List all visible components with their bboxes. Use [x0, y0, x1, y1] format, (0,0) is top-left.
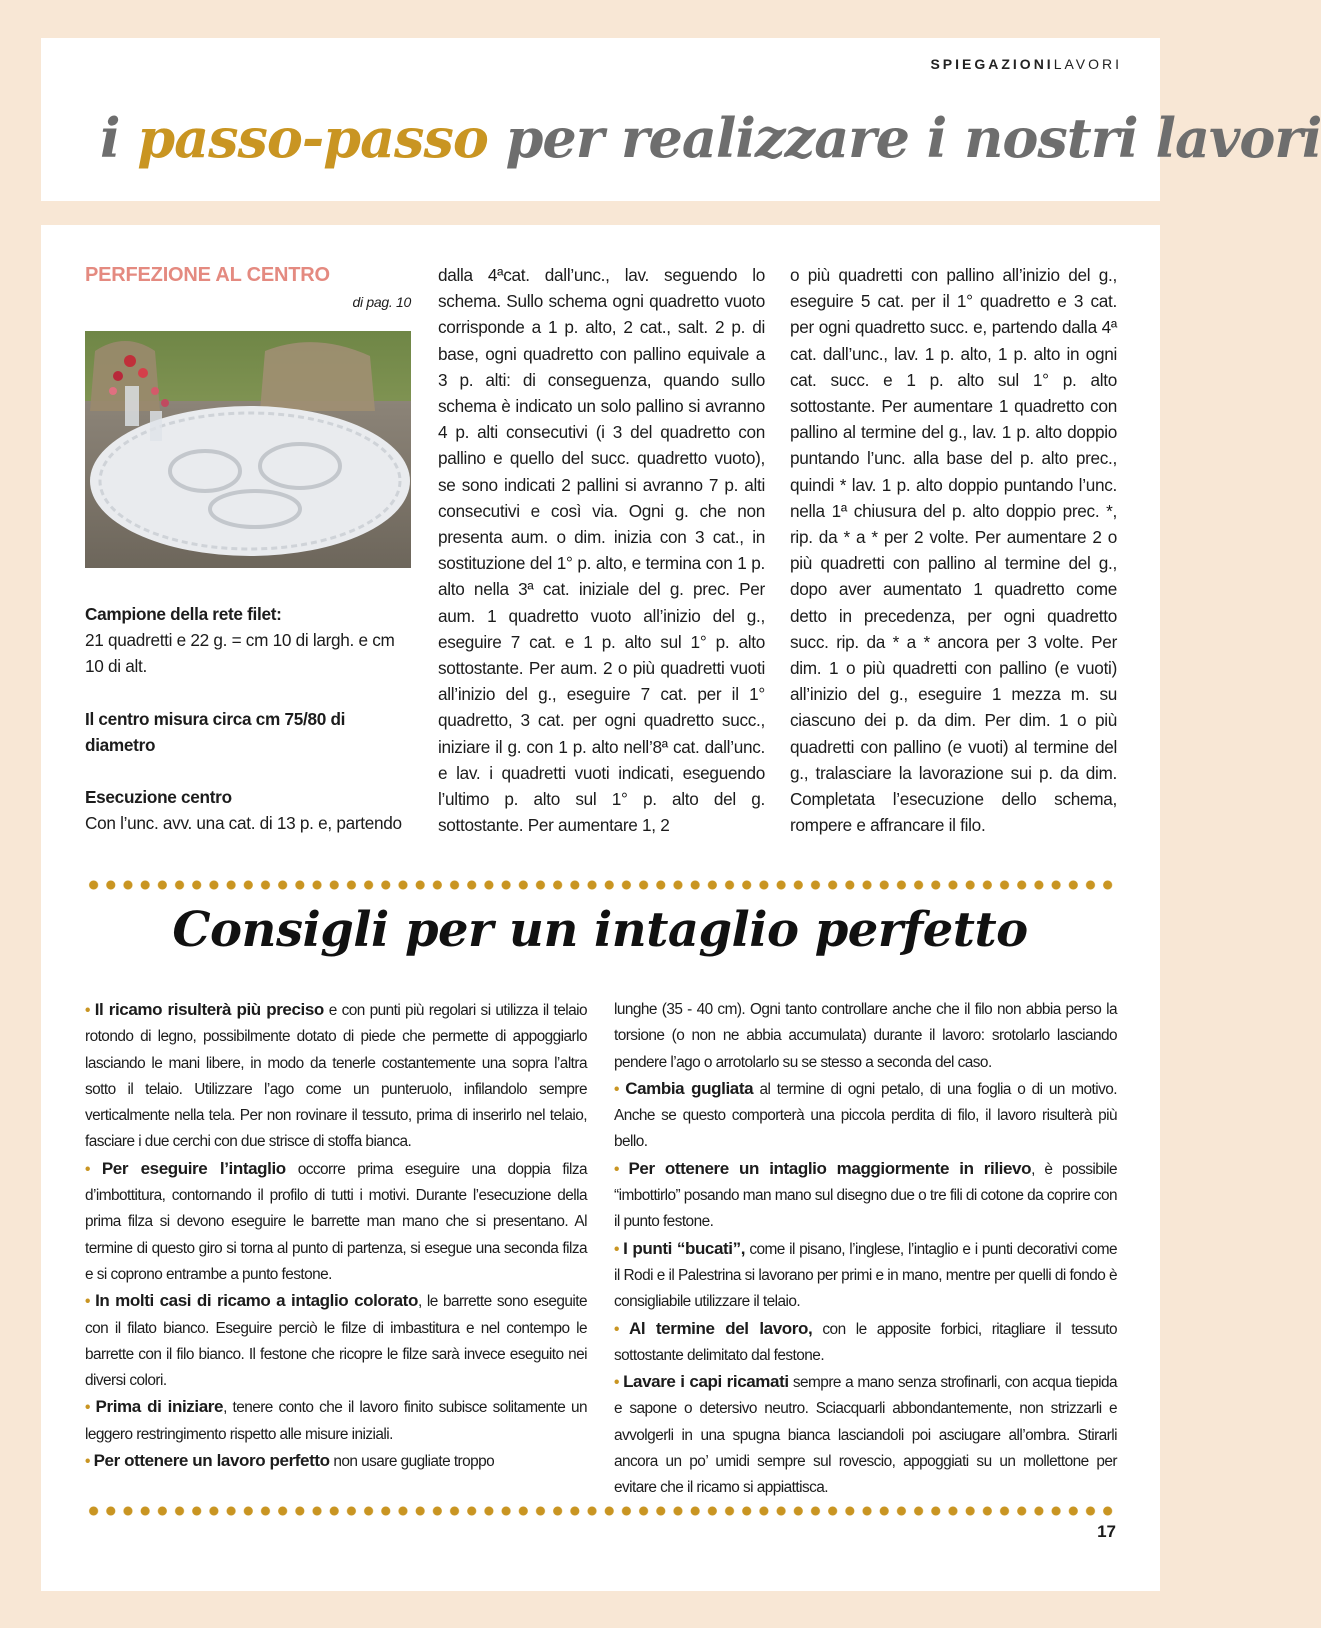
tip-item: • Lavare i capi ricamati sempre a mano senza strofinarli, con acqua tiepida e sapone o detersivo neutro. Sciacquarli abbondantemente, non strizzarli e avvolgerli in una spugna bianca lasciandoli poi asciugare all’ombra. Stirarli ancora un po’ umidi sempre sul rovescio, appoggiati su un mollettone per evitare che il ricamo si appiattisca.	[614, 1372, 1117, 1497]
tip-item: • Il ricamo risulterà più preciso e con punti più regolari si utilizza il telaio rotondo di legno, possibilmente dotato di piede che permette di appoggiarlo lasciando le mani libere, in modo da tenerle costantemente una sopra l’altra sotto il telaio. Utilizzare l’ago come un punteruolo, infilandolo sempre verticalmente nella tela. Per non rovinare il tessuto, prima di inserirlo nel telaio, fasciare i due cerchi con due strisce di stoffa bianca.	[85, 1000, 587, 1151]
tip-item: • I punti “bucati”, come il pisano, l’inglese, l’intaglio e i punti decorativi come il Rodi e il Palestrina si lavorano per primi e in mano, mentre per quelli di fondo è consigliabile utilizzare il telaio.	[614, 1238, 1117, 1311]
dotted-divider-top	[85, 880, 1117, 890]
header-divider-band	[41, 201, 1160, 225]
execution-heading: Esecuzione centro	[85, 787, 232, 808]
sample-heading: Campione della rete filet:	[85, 604, 282, 624]
article-column-2: dalla 4ªcat. dall’unc., lav. seguendo lo schema. Sullo schema ogni quadretto vuoto corrisponde a 1 p. alto, 2 cat., salt. 2 p. di base, ogni quadretto con pallino equivale a 3 p. alti: di conseguenza, quando sullo schema è indicato un solo pallino si avranno 4 p. alti consecutivi (i 3 del quadretto con pallino e quello del succ. quadretto vuoto), se sono indicati 2 pallini si avranno 7 p. alti consecutivi e così via. Ogni g. che non presenta aum. o dim. inizia con 3 cat., in sostituzione del 1° p. alto, e termina con 1 p. alto nella 3ª cat. iniziale del g. prec. Per aum. 1 quadretto vuoto all’inizio del g., eseguire 7 cat. e 1 p. alto sul 1° p. alto sottostante. Per aum. 2 o più quadretti vuoti all’inizio del g., eseguire 7 cat. per il 1° quadretto, 3 cat. per ogni quadretto succ., iniziare il g. con 1 p. alto nell’8ª cat. dall’unc. e lav. i quadretti vuoti indicati, eseguendo l’ultimo p. alto sul 1° p. alto del g. sottostante. Per aumentare 1, 2	[438, 265, 765, 836]
page-reference: di pag. 10	[352, 294, 411, 310]
execution-text: Con l’unc. avv. una cat. di 13 p. e, partendo	[85, 813, 402, 834]
tip-item: • Per ottenere un intaglio maggiormente in rilievo, è possibile “imbottirlo” posando man mano sul disegno due o tre fili di cotone da coprire con il punto festone.	[614, 1158, 1117, 1231]
tips-column-right	[614, 997, 1117, 1502]
tip-item: • Cambia gugliata al termine di ogni petalo, di una foglia o di un motivo. Anche se questo comporterà una piccola perdita di filo, il lavoro risulterà più bello.	[614, 1078, 1117, 1151]
tip-item: • Prima di iniziare, tenere conto che il lavoro finito subisce solitamente un leggero restringimento rispetto alle misure iniziali.	[85, 1397, 587, 1443]
page-number: 17	[1097, 1522, 1116, 1541]
tip-item: • In molti casi di ricamo a intaglio colorato, le barrette sono eseguite con il filato bianco. Eseguire perciò le filze di imbastitura e nel contempo le barrette con il filo bianco. Il festone che ricopre le filze sarà invece eseguito nei diversi colori.	[85, 1291, 587, 1390]
dotted-divider-bottom	[85, 1506, 1117, 1516]
tips-title: Consigli per un intaglio perfetto	[172, 902, 1028, 958]
tip-item: • Al termine del lavoro, con le apposite forbici, ritagliare il tessuto sottostante delimitato dal festone.	[614, 1318, 1117, 1364]
page-title: i passo-passo per realizzare i nostri lavori	[100, 106, 1321, 170]
sample-text: 21 quadretti e 22 g. = cm 10 di largh. e cm 10 di alt.	[85, 630, 395, 677]
tip-continuation: lunghe (35 - 40 cm). Ogni tanto controllare anche che il filo non abbia perso la torsione (o non ne abbia accumulata) durante il lavoro: srotolarlo lasciando pendere l’ago o arrotolarlo su se stesso a seconda del caso.	[614, 1001, 1117, 1071]
section-label: SPIEGAZIONILAVORI	[930, 56, 1122, 72]
tablecloth-illustration	[85, 331, 411, 568]
tip-item: • Per eseguire l’intaglio occorre prima eseguire una doppia filza d’imbottitura, contornando il profilo di tutti i motivi. Durante l’esecuzione della prima filza si devono eseguire le barrette man mano che si presentano. Al termine di questo giro si torna al punto di partenza, si esegue una seconda filza e si coprono entrambe a punto festone.	[85, 1158, 588, 1283]
size-heading: Il centro misura circa cm 75/80 di diametro	[85, 708, 346, 755]
tip-item: • Per ottenere un lavoro perfetto non usare gugliate troppo	[85, 1451, 495, 1471]
article-column-1	[85, 262, 411, 836]
tablecloth-photo	[85, 331, 411, 568]
article-title: PERFEZIONE AL CENTRO	[85, 264, 330, 286]
article-column-3: o più quadretti con pallino all’inizio del g., eseguire 5 cat. per il 1° quadretto e 3 cat. per ogni quadretto succ. e, partendo dalla 4ª cat. dall’unc., lav. 1 p. alto, 1 p. alto in ogni cat. succ. e 1 p. alto sul 1° p. alto sottostante. Per aumentare 1 quadretto con pallino al termine del g., lav. 1 p. alto doppio puntando l’unc. alla base del p. alto prec., quindi * lav. 1 p. alto doppio puntando l’unc. nella 1ª chiusura del p. alto doppio prec. *, rip. da * a * per 2 volte. Per aumentare 2 o più quadretti con pallino al termine del g., dopo aver aumentato 1 quadretto come detto in precedenza, per ogni quadretto succ. rip. da * a * ancora per 3 volte. Per dim. 1 o più quadretti con pallino (e vuoti) all’inizio del g., eseguire 1 mezza m. su ciascuno dei p. da dim. Per dim. 1 o più quadretti con pallino (e vuoti) al termine del g., tralasciare la lavorazione sui p. da dim. Completata l’esecuzione dello schema, rompere e affrancare il filo.	[790, 265, 1117, 836]
tips-column-left	[85, 997, 587, 1475]
